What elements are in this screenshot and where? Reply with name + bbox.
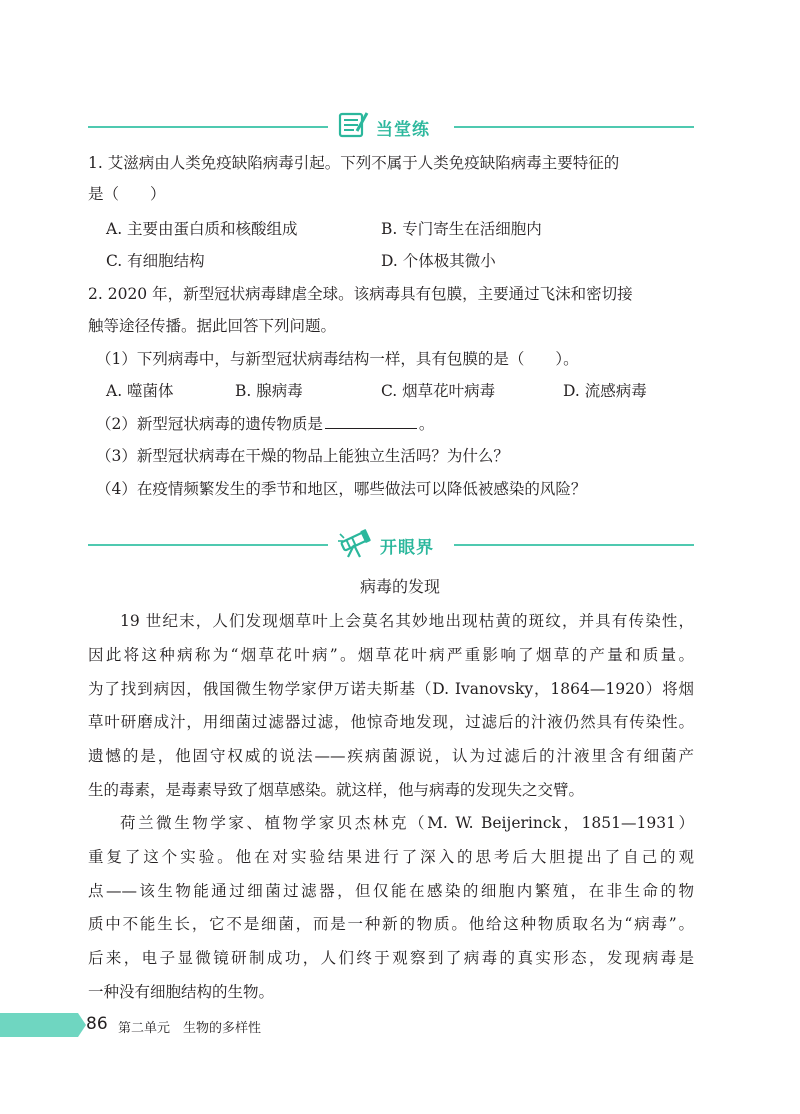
- q2-sub2: [96, 412, 434, 435]
- q1-option-a: A. 主要由蛋白质和核酸组成: [106, 220, 298, 238]
- article-p2-line: 一种没有细胞结构的生物。: [88, 983, 275, 1001]
- section-header-horizon: [88, 528, 694, 562]
- divider-line: [88, 544, 328, 546]
- q1-stem-line1: 1. 艾滋病由人类免疫缺陷病毒引起。下列不属于人类免疫缺陷病毒主要特征的: [88, 154, 620, 172]
- article-p2-line: 质中不能生长，它不是细菌，而是一种新的物质。他给这种物质取名为“病毒”。: [88, 915, 694, 933]
- telescope-icon: [338, 528, 374, 562]
- q1-stem-line2: 是（ ）: [88, 185, 166, 203]
- article-p1-line: 遗憾的是，他固守权威的说法——疾病菌源说，认为过滤后的汁液里含有细菌产: [88, 747, 694, 765]
- footer-bar-tip: [78, 1013, 86, 1037]
- q1-option-c: C. 有细胞结构: [106, 252, 205, 270]
- q2-sub2-text: （2）新型冠状病毒的遗传物质是: [96, 415, 323, 433]
- divider-line: [454, 126, 694, 128]
- article-p1-line: 为了找到病因，俄国微生物学家伊万诺夫斯基（D. Ivanovsky，1864—1920）将烟: [88, 680, 694, 698]
- q2-stem-line1: 2. 2020 年，新型冠状病毒肆虐全球。该病毒具有包膜，主要通过飞沫和密切接: [88, 285, 633, 303]
- divider-line: [88, 126, 328, 128]
- q2-sub1-option-a: A. 噬菌体: [106, 382, 174, 400]
- section-title: 当堂练: [376, 119, 430, 140]
- article-p1-line: 草叶研磨成汁，用细菌过滤器过滤，他惊奇地发现，过滤后的汁液仍然具有传染性。: [88, 713, 694, 731]
- answer-blank[interactable]: [325, 412, 417, 429]
- notebook-pencil-icon: [338, 110, 370, 144]
- q2-sub1-option-c: C. 烟草花叶病毒: [381, 382, 496, 400]
- section-badge: [338, 110, 444, 144]
- section-title: 开眼界: [380, 537, 434, 558]
- divider-line: [454, 544, 694, 546]
- q2-sub1-option-d: D. 流感病毒: [563, 382, 647, 400]
- q1-option-b: B. 专门寄生在活细胞内: [381, 220, 542, 238]
- q2-sub1-option-b: B. 腺病毒: [235, 382, 303, 400]
- article-p2-line: 后来，电子显微镜研制成功，人们终于观察到了病毒的真实形态，发现病毒是: [88, 949, 694, 967]
- article-p2-line: 重复了这个实验。他在对实验结果进行了深入的思考后大胆提出了自己的观: [88, 848, 694, 866]
- article-p1-line: 生的毒素，是毒素导致了烟草感染。就这样，他与病毒的发现失之交臂。: [88, 781, 585, 799]
- q1-option-d: D. 个体极其微小: [381, 252, 496, 270]
- q2-sub2-end: 。: [418, 415, 435, 433]
- section-header-practice: [88, 110, 694, 144]
- q2-sub3: （3）新型冠状病毒在干燥的物品上能独立生活吗？为什么？: [96, 447, 509, 465]
- article-p1-line: 因此将这种病称为“烟草花叶病”。烟草花叶病严重影响了烟草的产量和质量。: [88, 646, 694, 664]
- article-p2-line: 荷兰微生物学家、植物学家贝杰林克（M. W. Beijerinck，1851—1931）: [120, 814, 694, 832]
- q2-stem-line2: 触等途径传播。据此回答下列问题。: [88, 317, 337, 335]
- q2-sub4: （4）在疫情频繁发生的季节和地区，哪些做法可以降低被感染的风险？: [96, 480, 587, 498]
- footer-bar: [0, 1013, 78, 1037]
- q2-sub1: （1）下列病毒中，与新型冠状病毒结构一样，具有包膜的是（ ）。: [96, 350, 579, 368]
- article-p2-line: 点——该生物能通过细菌过滤器，但仅能在感染的细胞内繁殖，在非生命的物: [88, 882, 694, 900]
- article-p1-line: 19 世纪末，人们发现烟草叶上会莫名其妙地出现枯黄的斑纹，并具有传染性，: [120, 612, 694, 630]
- page-number: 86: [86, 1014, 108, 1034]
- footer-unit-title: 第二单元 生物的多样性: [118, 1021, 262, 1036]
- article-title: 病毒的发现: [359, 577, 440, 596]
- section-badge: [338, 528, 444, 562]
